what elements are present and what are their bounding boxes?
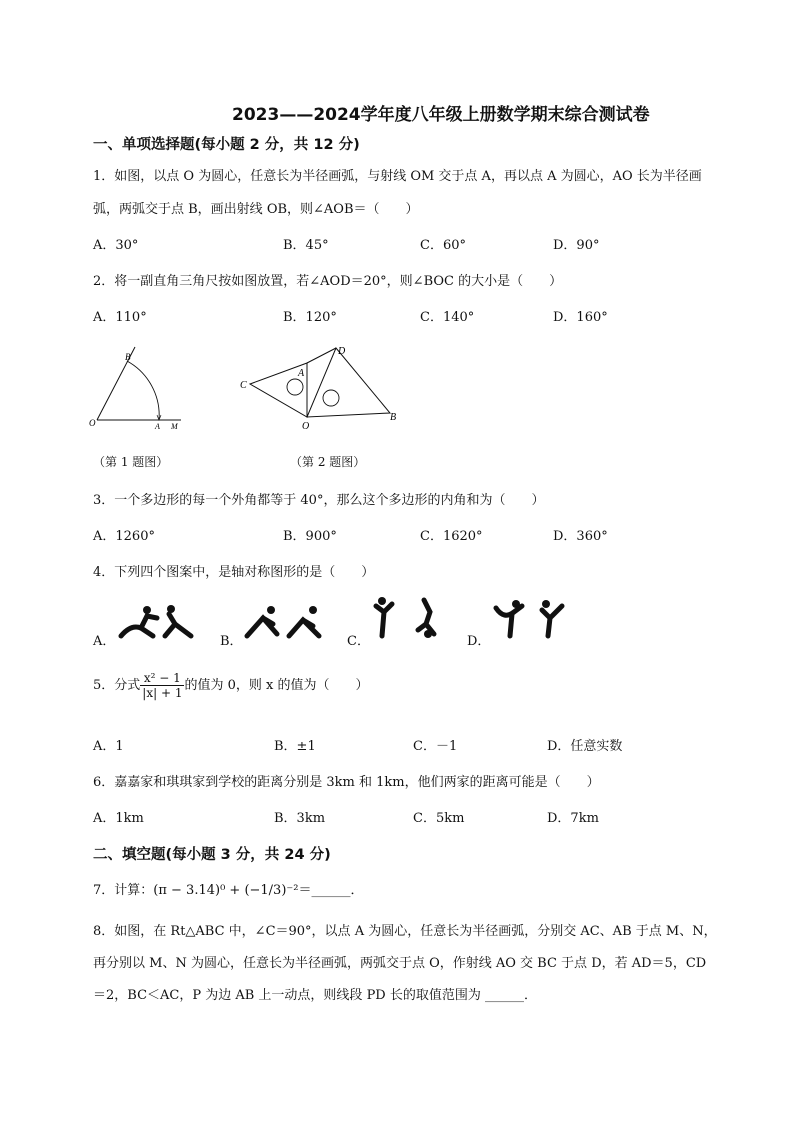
q5-numerator: x² − 1 — [140, 671, 184, 686]
figure-1-diagram — [85, 345, 195, 435]
q2-option-c: C．140° — [420, 310, 475, 325]
q4-option-a: A． — [93, 634, 116, 649]
question-7 — [93, 879, 364, 898]
page-title: 2023——2024学年度八年级上册数学期末综合测试卷 — [232, 105, 650, 125]
q3-option-d: D．360° — [553, 529, 608, 544]
q3-option-b: B．900° — [283, 529, 337, 544]
q7-suffix: ＝______． — [298, 883, 364, 898]
q4-option-d: D． — [467, 634, 491, 649]
question-8-line-3: ＝2，BC＜AC，P 为边 AB 上一动点，则线段 PD 长的取值范围为 ______． — [93, 988, 537, 1003]
question-2-text: 2．将一副直角三角尺按如图放置，若∠AOD＝20°，则∠BOC 的大小是（ ） — [93, 274, 563, 289]
q4-option-c: C． — [347, 634, 370, 649]
question-8-line-1: 8．如图，在 Rt△ABC 中，∠C＝90°，以点 A 为圆心，任意长为半径画弧，分别交 AC、AB 于点 M、N， — [93, 924, 717, 939]
fig2-label-c: C — [240, 380, 247, 391]
q5-option-c: C．－1 — [413, 739, 458, 754]
q5-option-a: A．1 — [93, 739, 124, 754]
q6-option-c: C．5km — [413, 811, 465, 826]
q2-option-b: B．120° — [283, 310, 337, 325]
q1-option-a: A．30° — [93, 238, 139, 253]
q4-figure-b-icon — [243, 604, 325, 642]
section-single-choice: 一、单项选择题(每小题 2 分，共 12 分) — [93, 137, 360, 153]
fig1-label-b: B — [125, 352, 131, 362]
q1-option-b: B．45° — [283, 238, 329, 253]
q7-prefix: 7．计算： — [93, 883, 154, 898]
q5-option-b: B．±1 — [274, 739, 316, 754]
fig2-label-d: D — [338, 346, 346, 357]
q2-option-a: A．110° — [93, 310, 147, 325]
fig2-label-a: A — [298, 368, 305, 379]
question-5 — [93, 671, 368, 700]
question-3-text: 3．一个多边形的每一个外角都等于 40°，那么这个多边形的内角和为（ ） — [93, 493, 545, 508]
q6-option-d: D．7km — [547, 811, 599, 826]
fig1-label-m: M — [171, 422, 178, 431]
question-8-line-2: 再分别以 M、N 为圆心，任意长为半径画弧，两弧交于点 O，作射线 AO 交 BC 于点 D，若 AD＝5，CD — [93, 956, 707, 971]
fig2-label-b: B — [390, 412, 397, 423]
q4-figure-d-icon — [492, 598, 574, 642]
q3-option-a: A．1260° — [93, 529, 155, 544]
q5-fraction — [140, 671, 184, 700]
q3-option-c: C．1620° — [420, 529, 483, 544]
q1-option-d: D．90° — [553, 238, 600, 253]
q6-option-a: A．1km — [93, 811, 144, 826]
figure-2-caption: （第 2 题图） — [290, 455, 366, 469]
q2-option-d: D．160° — [553, 310, 608, 325]
q5-suffix: 的值为 0，则 x 的值为（ ） — [184, 678, 369, 693]
q5-denominator: |x| + 1 — [142, 686, 183, 700]
section-fill-blank: 二、填空题(每小题 3 分，共 24 分) — [93, 847, 331, 863]
question-1-line-2: 弧，两弧交于点 B，画出射线 OB，则∠AOB＝（ ） — [93, 202, 419, 217]
figure-2-diagram — [238, 340, 408, 435]
q1-option-c: C．60° — [420, 238, 466, 253]
q7-expression: (π − 3.14)⁰ + (−1/3)⁻² — [153, 883, 299, 898]
fig1-label-o: O — [89, 418, 96, 428]
fig2-label-o: O — [302, 421, 310, 432]
q6-option-b: B．3km — [274, 811, 326, 826]
q5-option-d: D．任意实数 — [547, 739, 623, 754]
question-4-text: 4．下列四个图案中，是轴对称图形的是（ ） — [93, 565, 375, 580]
fig1-label-a: A — [155, 422, 160, 431]
question-1-line-1: 1．如图，以点 O 为圆心，任意长为半径画弧，与射线 OM 交于点 A，再以点 A 为圆心，AO 长为半径画 — [93, 169, 702, 184]
figure-1-caption: （第 1 题图） — [93, 455, 169, 469]
question-6-text: 6．嘉嘉家和琪琪家到学校的距离分别是 3km 和 1km，他们两家的距离可能是（ ） — [93, 775, 600, 790]
q5-prefix: 5．分式 — [93, 678, 141, 693]
q4-option-b: B． — [220, 634, 243, 649]
q4-figure-a-icon — [117, 604, 199, 642]
q4-figure-c-icon — [368, 596, 448, 642]
